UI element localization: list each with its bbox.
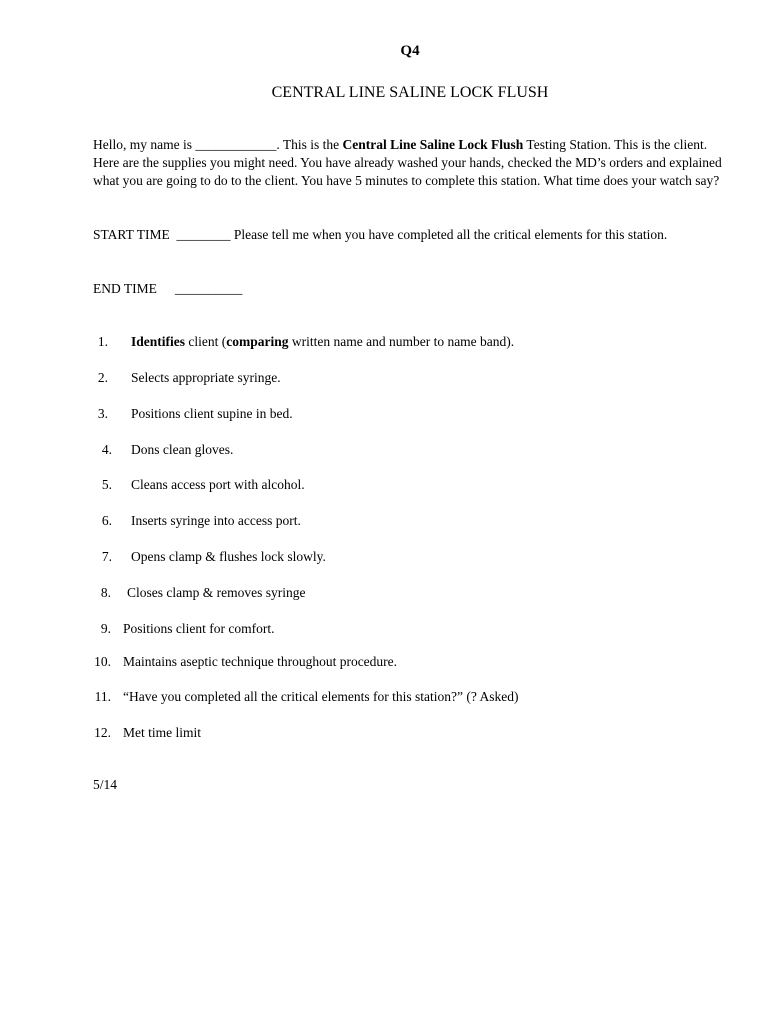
item-text: Maintains aseptic technique throughout procedure. — [123, 654, 398, 669]
item-number: 1. — [97, 334, 108, 349]
item-number: 12. — [94, 725, 111, 740]
page-title: CENTRAL LINE SALINE LOCK FLUSH — [271, 84, 549, 101]
revision-date: 5/14 — [93, 777, 118, 792]
start-time-label: START TIME — [93, 227, 170, 242]
item-number: 6. — [101, 513, 112, 528]
item-text: Positions client for comfort. — [123, 621, 275, 636]
item-number: 4. — [101, 442, 112, 457]
item-number: 2. — [97, 370, 108, 385]
item-text: Selects appropriate syringe. — [131, 370, 281, 385]
end-time-blank: __________ — [174, 281, 243, 296]
station-name: Central Line Saline Lock Flush — [342, 137, 524, 152]
item-text: Closes clamp & removes syringe — [127, 585, 306, 600]
item-number: 5. — [101, 477, 112, 492]
item-text-rest: written name and number to name band). — [288, 334, 515, 349]
item-text: Dons clean gloves. — [131, 442, 234, 457]
item-text: Opens clamp & flushes lock slowly. — [131, 549, 326, 564]
question-number: Q4 — [400, 43, 420, 59]
end-time-label: END TIME — [93, 281, 157, 296]
item-text-mid: client ( — [185, 334, 227, 349]
item-number: 8. — [100, 585, 111, 600]
intro-text-start: Hello, my name is ____________. This is the — [93, 137, 343, 152]
start-time-blank: ________ — [176, 227, 231, 242]
item-number: 9. — [100, 621, 111, 636]
item-keyword-comparing: comparing — [226, 334, 289, 349]
end-time-line — [93, 280, 242, 298]
intro-text-end: Testing Station. This is the client. Here are the supplies you might need. You have already washed your hands, checked the MD’s orders and explained what you are going to do to the client. You have 5 minutes to complete this station. What time does your watch say? — [93, 137, 722, 188]
item-number: 10. — [94, 654, 111, 669]
item-keyword-identifies: Identifies — [131, 334, 185, 349]
item-number: 7. — [101, 549, 112, 564]
item-text: Positions client supine in bed. — [131, 406, 293, 421]
item-text: Inserts syringe into access port. — [131, 513, 301, 528]
start-time-instruction: Please tell me when you have completed all the critical elements for this station. — [233, 227, 668, 242]
item-text: Cleans access port with alcohol. — [131, 477, 305, 492]
item-text: “Have you completed all the critical elements for this station?” (? Asked) — [123, 689, 519, 704]
item-number: 11. — [94, 689, 111, 704]
item-number: 3. — [97, 406, 108, 421]
intro-paragraph — [93, 136, 733, 190]
start-time-line — [93, 226, 713, 244]
item-text: Met time limit — [123, 725, 201, 740]
